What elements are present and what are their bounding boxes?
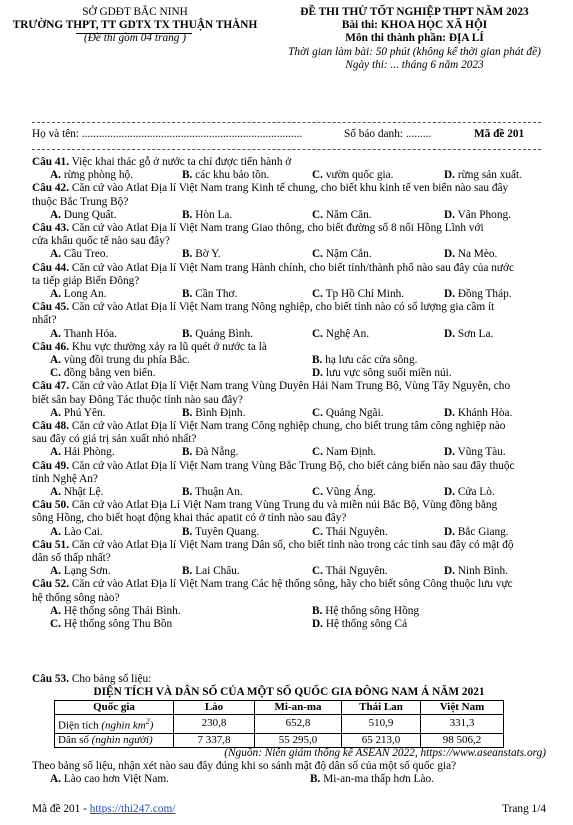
table-source: (Nguồn: Niên giám thống kê ASEAN 2022, https://www.aseanstats.org) [224,747,546,759]
option-c[interactable]: C. Tp Hồ Chí Minh. [312,288,405,300]
question-number: Câu 42. [32,182,70,195]
option-a[interactable]: A. Hệ thống sông Thái Bình. [50,604,181,617]
question-text: thuộc Bắc Trung Bộ? [32,195,129,208]
question-item [32,182,546,208]
question-number: Câu 52. [32,578,70,591]
answer-options [50,288,546,301]
footer-code: Mã đề 201 - [32,803,90,815]
candidate-number-field: Số báo danh: ......... [344,128,432,140]
option-a[interactable]: A. Dung Quất. [50,208,117,221]
question-text: Căn cứ vào Atlat Địa lí Việt Nam trang Vùng Bắc Trung Bộ, cho biết cảng biển nào sau đây thuộc [71,459,515,472]
option-c[interactable]: C. Nậm Cắn. [312,248,372,261]
question-text: dân số thấp nhất? [32,552,111,564]
question-item [32,460,546,486]
option-d[interactable]: D. Sơn La. [444,327,494,340]
question-number: Câu 44. [32,261,70,274]
option-b[interactable]: B. Hệ thống sông Hồng [312,604,420,617]
question-text: Việc khai thác gỗ ở nước ta chỉ được tiến hành ở [71,156,292,168]
question-item [32,420,546,446]
question-number: Câu 53. [32,673,70,685]
option-a[interactable]: A. rừng phòng hộ. [50,169,134,182]
exam-name: Bài thi: KHOA HỌC XÃ HỘI [341,19,488,32]
answer-options [50,565,546,578]
question-text: ta tiếp giáp Biển Đông? [32,274,140,287]
option-a[interactable]: A. Nhật Lệ. [50,486,104,498]
question-text: Căn cứ vào Atlat Địa lí Việt Nam trang Nông nghiệp, cho biết tỉnh nào có số lượng gia cầm ít [71,301,495,314]
table-cell: 98 506,2 [421,733,504,747]
question-text: Căn cứ vào Atlat Địa lí Việt Nam trang Giao thông, cho biết đường số 8 nối Hồng Lĩnh với [71,222,484,234]
question-item [32,341,546,354]
option-d[interactable]: D. Vũng Tàu. [444,446,506,459]
option-b[interactable]: B. Cần Thơ. [182,288,238,300]
question-text: Căn cứ vào Atlat Địa lí Việt Nam trang Vùng Duyên Hải Nam Trung Bộ, Vùng Tây Nguyên, cho [71,380,511,393]
header-underline [76,33,192,34]
question-number: Câu 51. [32,538,70,551]
column-header: Mi-an-ma [255,701,342,715]
question-text: cửa khẩu quốc tế nào sau đây? [32,235,170,248]
answer-options [50,486,546,499]
option-b[interactable]: B. Đà Nẵng. [182,446,239,459]
table-row [55,733,504,747]
option-d[interactable]: D. Đồng Tháp. [444,288,512,300]
answer-options [50,248,546,261]
row-label: Diện tích (nghìn $km^2$) [55,715,174,734]
answer-options [50,169,546,182]
question-text: Căn cứ vào Atlat Địa lí Việt Nam trang Hành chính, cho biết tỉnh/thành phố nào sau đây của nước [71,261,514,274]
option-a[interactable]: A. Thanh Hóa. [50,327,117,340]
answer-options [50,618,546,631]
question-text: Khu vực thường xảy ra lũ quét ở nước ta là [71,340,267,353]
question-item [32,156,546,169]
option-c[interactable]: C. Vũng Áng. [312,486,376,498]
question-number: Câu 45. [32,301,70,314]
table-cell: 652,8 [255,715,342,734]
table-cell: 510,9 [342,715,421,734]
question-number: Câu 47. [32,380,70,393]
option-c[interactable]: C. Hệ thống sông Thu Bồn [50,618,173,630]
question-text: hệ thống sông nào? [32,591,120,604]
option-a[interactable]: A. vùng đồi trung du phía Bắc. [50,354,190,366]
option-c[interactable]: C. Thái Nguyên. [312,525,388,538]
table-header-row [55,701,504,715]
option-a[interactable]: A. Lào Cai. [50,525,103,538]
column-header: Việt Nam [421,701,504,715]
question-number: Câu 49. [32,459,70,472]
answer-options [50,367,546,380]
table-cell: 230,8 [174,715,255,734]
option-d[interactable]: D. Vân Phong. [444,208,511,221]
exam-time: Thời gian làm bài: 50 phút (không kể thời gian phát đề) [288,45,541,58]
table-cell: 7 337,8 [174,733,255,747]
question-text: Căn cứ vào Atlat Địa lí Việt Nam trang Kinh tế chung, cho biết khu kinh tế ven biển nào sau đây [71,182,509,195]
option-b[interactable]: B. Hòn La. [182,208,233,221]
option-d[interactable]: D. Khánh Hòa. [444,406,513,419]
question-text: sông Hồng, cho biết hoạt động khai thác apatit có ở tỉnh nào sau đây? [32,512,347,525]
option-a[interactable]: A. Lào cao hơn Việt Nam. [50,773,169,785]
exam-code: Mã đề 201 [474,128,525,140]
question-number: Câu 46. [32,340,70,353]
option-b[interactable]: B. Mi-an-ma thấp hơn Lào. [310,773,434,785]
question-number: Câu 48. [32,420,70,432]
answer-options [50,328,546,341]
question-text: Căn cứ vào Atlat Địa Lí Việt Nam trang Vùng Trung du và miền núi Bắc Bộ, Vùng đồng bằng [71,499,498,512]
question-item [32,222,546,248]
option-d[interactable]: D. Cửa Lò. [444,486,495,498]
page-count: (Đề thi gồm 04 trang ) [84,32,186,45]
option-c[interactable]: C. Năm Căn. [312,208,372,221]
option-d[interactable]: D. Bắc Giang. [444,525,509,538]
answer-options [50,354,546,367]
question-text: nhất? [32,314,57,327]
option-c[interactable]: C. vườn quốc gia. [312,169,394,182]
question-item [32,262,546,288]
column-header: Lào [174,701,255,715]
option-c[interactable]: C. Nghệ An. [312,327,370,340]
option-d[interactable]: D. rừng sản xuất. [444,169,522,182]
answer-options [50,605,546,618]
option-d[interactable]: D. Ninh Bình. [444,565,509,578]
option-c[interactable]: C. Nam Định. [312,446,377,459]
data-table [54,700,504,748]
divider-top [32,122,541,123]
table-cell: 55 295,0 [255,733,342,747]
student-name-field: Họ và tên: .............................................................................. [32,128,303,140]
option-b[interactable]: B. Lai Châu. [182,565,240,578]
option-a[interactable]: A. Phú Yên. [50,406,106,419]
question-53 [32,673,546,686]
column-header: Quốc gia [55,701,174,715]
question-number: Câu 50. [32,499,70,512]
option-d[interactable]: D. lưu vực sông suối miền núi. [312,367,452,380]
option-b[interactable]: B. Bờ Y. [182,248,221,261]
answer-options [50,407,546,420]
footer-link[interactable]: https://thi247.com/ [89,803,176,815]
question-number: Câu 41. [32,156,70,168]
question-text: Căn cứ vào Atlat Địa lí Việt Nam trang Các hệ thống sông, hãy cho biết sông Công thuộc lưu vực [71,578,513,591]
option-b[interactable]: B. Thuận An. [182,486,243,498]
option-a[interactable]: A. Cầu Treo. [50,248,109,261]
option-d[interactable]: D. Na Mèo. [444,248,498,261]
option-b[interactable]: B. Bình Định. [182,406,246,419]
option-b[interactable]: B. Quảng Bình. [182,327,253,340]
question-text: biết sân bay Đông Tác thuộc tỉnh nào sau đây? [32,393,243,406]
exam-date: Ngày thi: ... tháng 6 năm 2023 [345,58,484,71]
option-b[interactable]: B. hạ lưu các cửa sông. [312,354,418,366]
table-title: DIỆN TÍCH VÀ DÂN SỐ CỦA MỘT SỐ QUỐC GIA ĐÔNG NAM Á NĂM 2021 [93,686,485,698]
question-number: Câu 43. [32,222,70,234]
question-item [32,578,546,604]
option-b[interactable]: B. Tuyên Quang. [182,525,260,538]
option-c[interactable]: C. đồng bằng ven biển. [50,367,156,380]
divider-bottom [32,149,541,150]
question-item [32,301,546,327]
header-left [10,6,260,46]
question-item [32,539,546,565]
answer-options [50,209,546,222]
option-c[interactable]: C. Quảng Ngãi. [312,406,384,419]
question-text: Theo bảng số liệu, nhận xét nào sau đây đúng khi so sánh mật độ dân số của một số quốc gia? [32,760,457,772]
row-label: Dân số (nghìn người) [55,733,174,747]
table-cell: 65 213,0 [342,733,421,747]
question-item [32,380,546,406]
table-row [55,715,504,734]
school-name: TRƯỜNG THPT, TT GDTX TX THUẬN THÀNH [12,19,258,32]
subject-name: Môn thi thành phần: ĐỊA LÍ [345,32,484,45]
question-text: tỉnh Nghệ An? [32,472,98,485]
column-header: Thái Lan [342,701,421,715]
department-name: SỞ GDĐT BẮC NINH [82,6,188,18]
option-b[interactable]: B. các khu bảo tồn. [182,169,270,182]
option-a[interactable]: A. Hải Phòng. [50,446,115,459]
question-text: Căn cứ vào Atlat Địa lí Việt Nam trang Dân số, cho biết tỉnh nào trong các tỉnh sau đây có mật độ [71,538,514,551]
option-c[interactable]: C. Thái Nguyên. [312,565,388,578]
table-cell: 331,3 [421,715,504,734]
exam-title: ĐỀ THI THỬ TỐT NGHIỆP THPT NĂM 2023 [300,6,529,18]
option-a[interactable]: A. Lạng Sơn. [50,565,111,578]
answer-options [50,773,546,786]
option-a[interactable]: A. Long An. [50,288,107,300]
page-footer [32,803,546,816]
answer-options [50,446,546,459]
answer-options [50,526,546,539]
question-text: Căn cứ vào Atlat Địa lí Việt Nam trang Công nghiệp chung, cho biết trung tâm công nghiệp nào [71,420,506,432]
option-d[interactable]: D. Hệ thống sông Cả [312,618,408,630]
question-text: sau đây có giá trị sản xuất nhỏ nhất? [32,433,197,446]
question-item [32,499,546,525]
page-number: Trang 1/4 [502,803,546,815]
question-intro: Cho bảng số liệu: [71,673,152,685]
header-right [262,6,567,72]
